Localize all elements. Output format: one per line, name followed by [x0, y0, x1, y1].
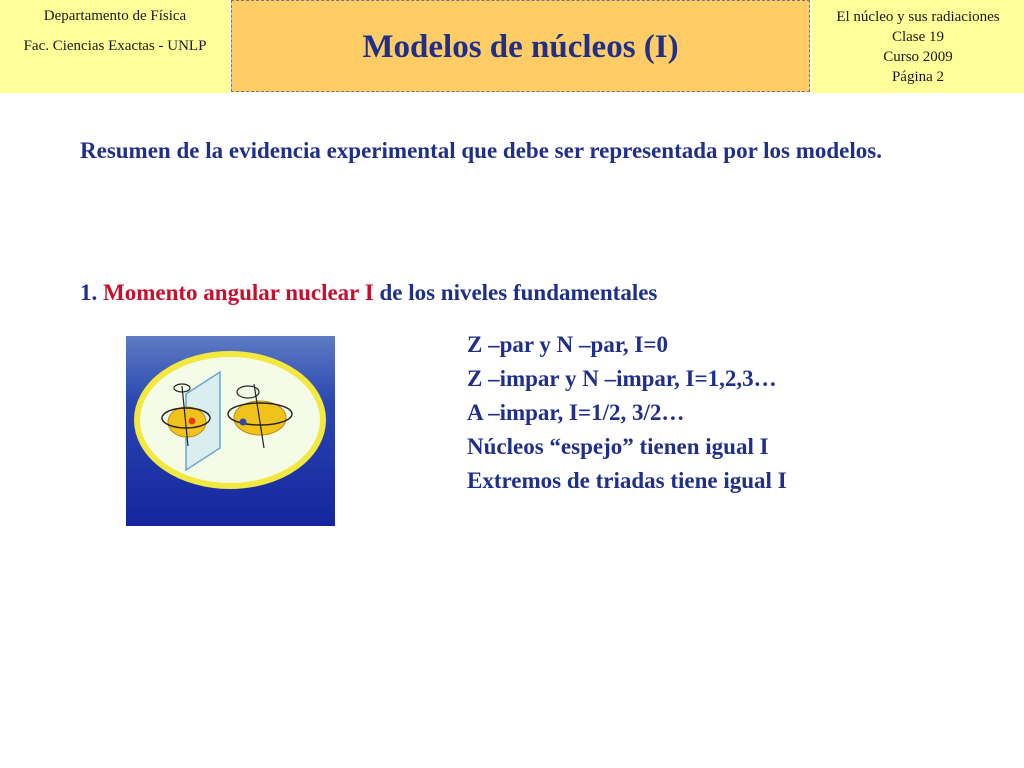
course-year: Curso 2009: [883, 49, 953, 65]
rules-list: [467, 328, 787, 498]
heading-rest: de los niveles fundamentales: [373, 280, 658, 305]
slide-title: Modelos de núcleos (I): [362, 29, 679, 65]
faculty-name: Fac. Ciencias Exactas - UNLP: [23, 38, 207, 54]
department-name: Departamento de Física: [43, 8, 187, 24]
heading-highlight: Momento angular nuclear I: [103, 280, 374, 305]
course-name: El núcleo y sus radiaciones: [836, 9, 1000, 25]
intro-text: Resumen de la evidencia experimental que debe ser representada por los modelos.: [80, 138, 882, 163]
header-department-box: [0, 0, 230, 93]
rule-item: Z –par y N –par, I=0: [467, 332, 668, 357]
rule-item: Extremos de triadas tiene igual I: [467, 468, 787, 493]
section-heading: [80, 280, 657, 306]
heading-number: 1.: [80, 280, 103, 305]
class-number: Clase 19: [891, 29, 945, 45]
page-number: Página 2: [891, 69, 945, 85]
header-course-box: [812, 0, 1024, 93]
rule-item: Núcleos “espejo” tienen igual I: [467, 434, 769, 459]
rule-item: Z –impar y N –impar, I=1,2,3…: [467, 366, 777, 391]
illustration-oval: [137, 354, 323, 486]
header-title-box: [231, 0, 810, 92]
mirror-nuclei-illustration: [126, 336, 335, 526]
rule-item: A –impar, I=1/2, 3/2…: [467, 400, 685, 425]
